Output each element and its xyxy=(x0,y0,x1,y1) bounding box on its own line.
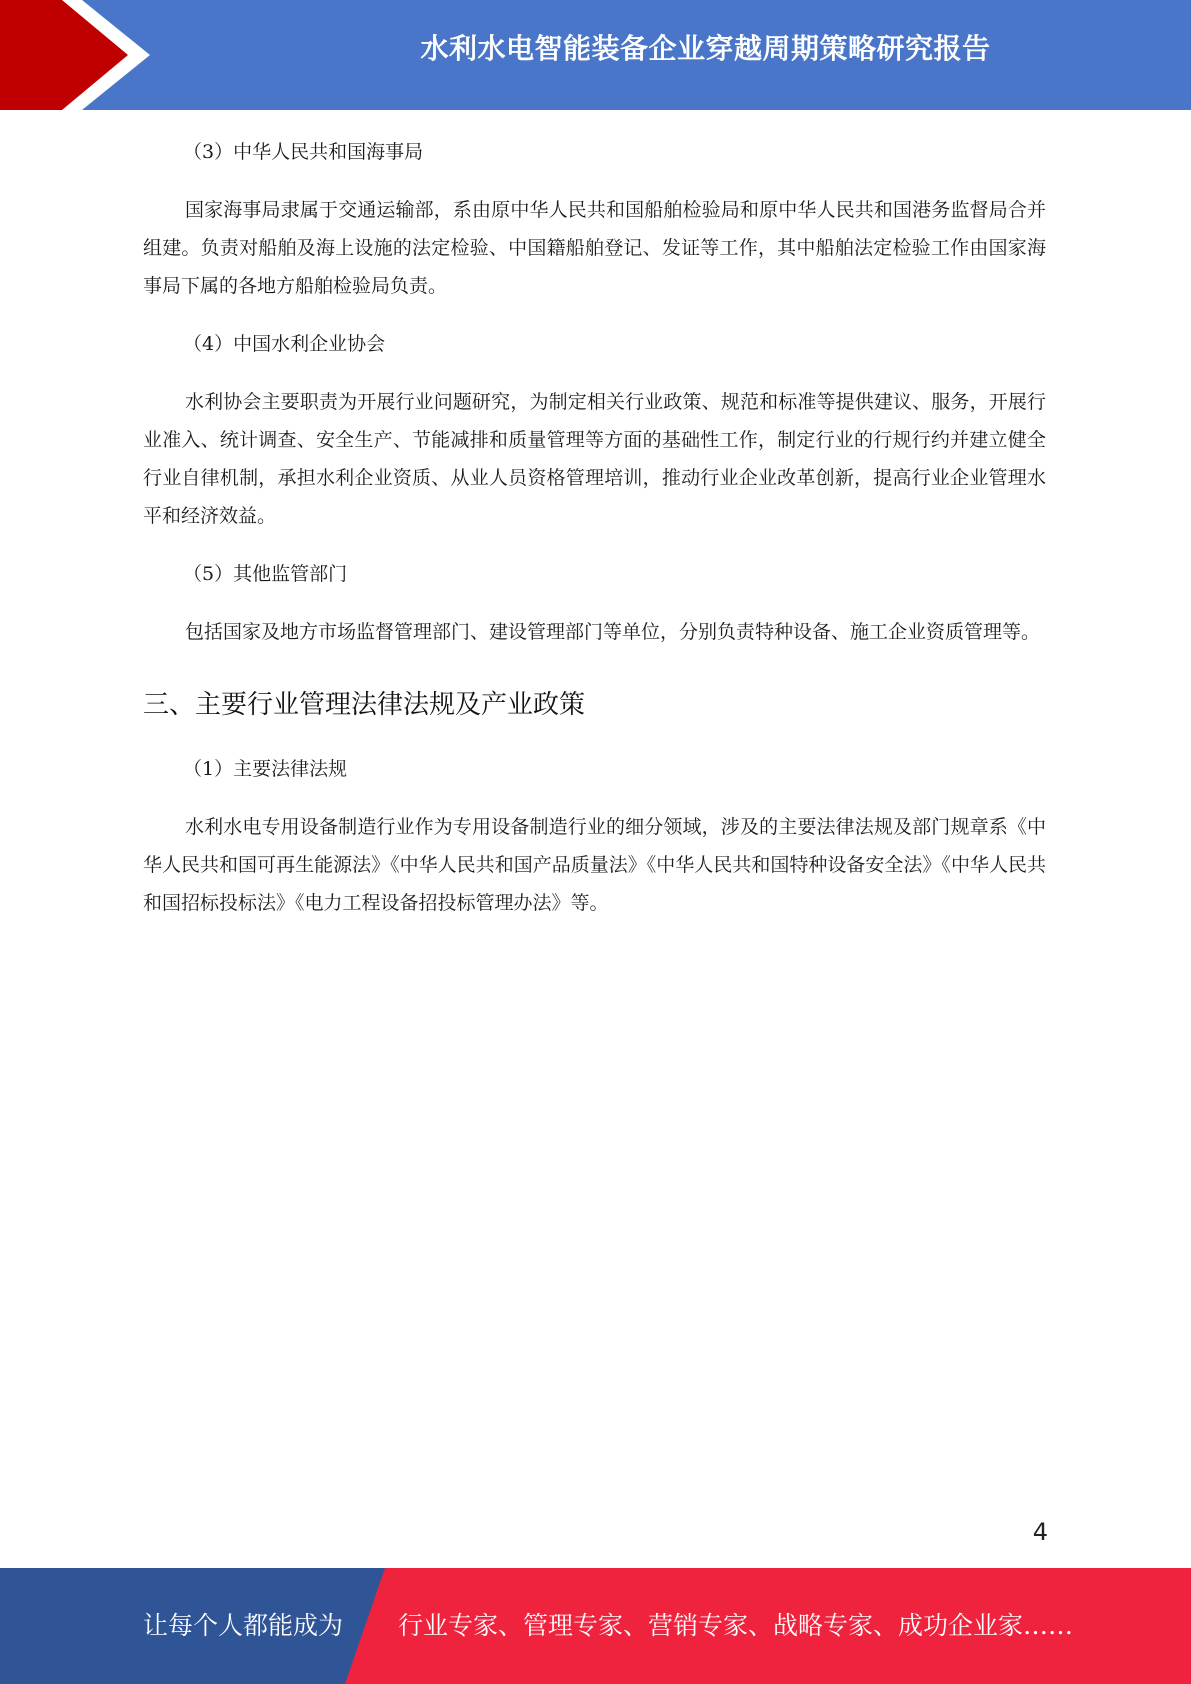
footer-slogan-left: 让每个人都能成为 xyxy=(143,1611,344,1640)
paragraph-other-regulators: 包括国家及地方市场监督管理部门、建设管理部门等单位，分别负责特种设备、施工企业资质管理等。 xyxy=(185,621,1041,643)
paragraph-water-association: 水利协会主要职责为开展行业问题研究，为制定相关行业政策、规范和标准等提供建议、服务，开展行业准入、统计调查、安全生产、节能减排和质量管理等方面的基础性工作，制定行业的行规行约并建立健全行业自律机制，承担水利企业资质、从业人员资格管理培训，推动行业企业改革创新，提高行业企业管理水平和经济效益。 xyxy=(143,391,1046,527)
document-body xyxy=(143,132,1046,941)
page-footer xyxy=(0,1568,1191,1684)
header-arrow-decoration xyxy=(0,0,160,110)
footer-slogan-right: 行业专家、管理专家、营销专家、战略专家、成功企业家…… xyxy=(398,1611,1074,1640)
paragraph-main-laws: 水利水电专用设备制造行业作为专用设备制造行业的细分领域，涉及的主要法律法规及部门规章系《中华人民共和国可再生能源法》《中华人民共和国产品质量法》《中华人民共和国特种设备安全法》《中华人民共和国招标投标法》《电力工程设备招投标管理办法》等。 xyxy=(143,816,1046,914)
subheading-water-association: （4）中国水利企业协会 xyxy=(183,333,386,355)
section-heading-laws-policies: 三、主要行业管理法律法规及产业政策 xyxy=(143,690,586,720)
report-title: 水利水电智能装备企业穿越周期策略研究报告 xyxy=(420,32,991,65)
subheading-other-regulators: （5）其他监管部门 xyxy=(183,563,348,585)
paragraph-maritime-bureau: 国家海事局隶属于交通运输部，系由原中华人民共和国船舶检验局和原中华人民共和国港务监督局合并组建。负责对船舶及海上设施的法定检验、中国籍船舶登记、发证等工作，其中船舶法定检验工作由国家海事局下属的各地方船舶检验局负责。 xyxy=(143,199,1046,297)
page-header xyxy=(0,0,1191,110)
subheading-main-laws: （1）主要法律法规 xyxy=(183,758,348,780)
page-number: 4 xyxy=(1032,1518,1048,1546)
subheading-maritime-bureau: （3）中华人民共和国海事局 xyxy=(183,141,424,163)
